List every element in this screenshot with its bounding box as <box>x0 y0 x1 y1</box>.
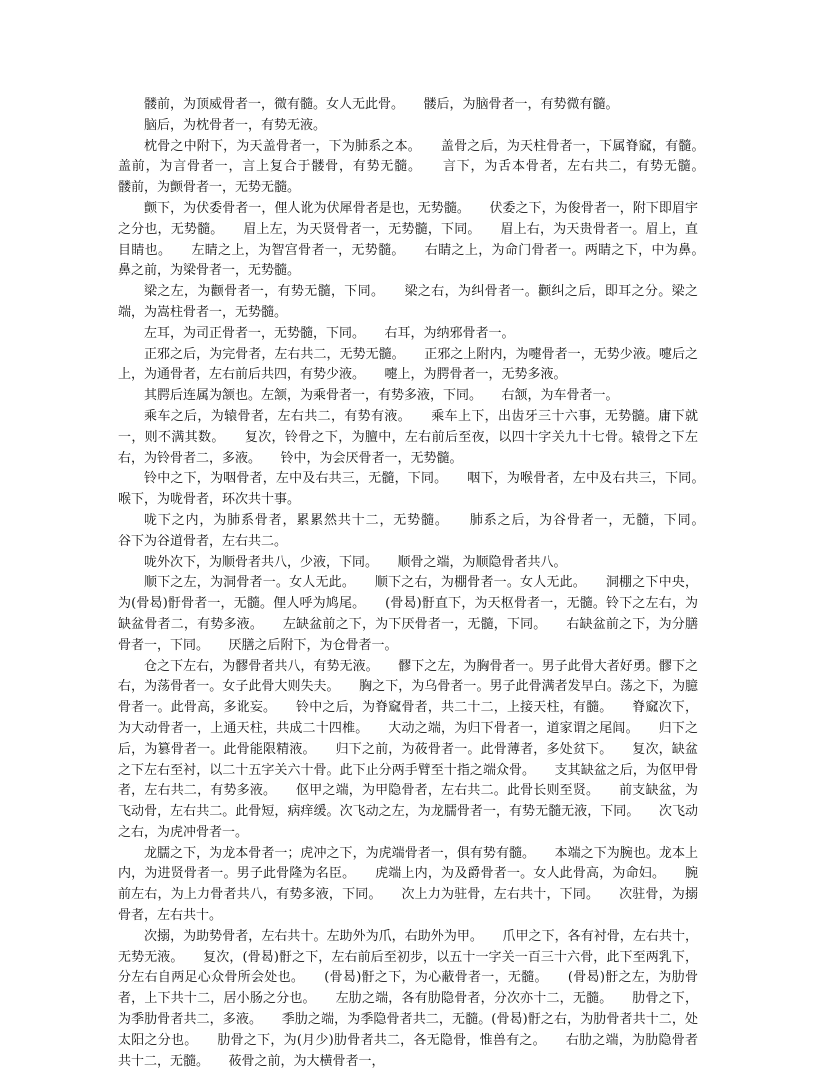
paragraph-6: 左耳，为司正骨者一，无势髓，下同。 右耳，为纳邪骨者一。 <box>144 325 515 341</box>
paragraph-11: 咙下之内，为肺系骨者，累累然共十二，无势髓。 肺系之后，为谷骨者一，无髓，下同。 谷下为谷道骨者，左右共二。 <box>118 512 725 549</box>
paragraph-16: 次搦，为助势骨者，左右共十。左助外为爪，右助外为甲。 爪甲之下，各有衬骨，左右共十，无势无液。 复次，(骨曷)骬之下，左右前后至初步，以五十一字关一百三十六骨，此下至两乳下，分左右自两足心众骨所会处也。 (骨曷)骬之下，为心蔽骨者一，无髓。 (骨曷)骬之左，为肋骨者，上下共十二，居小肠之分也。 左肋之端，各有肋隐骨者，分次亦十二，无髓。 肋骨之下，为季肋骨者共二，多液。 季肋之端，为季隐骨者共二，无髓。(骨曷)骬之右，为肋骨者共十二，处太阳之分也。 肋骨之下，为(月少)肋骨者共二，各无隐骨，惟兽有之。 右肋之端，为肋隐骨者共十二，无髓。 莜骨之前，为大横骨者一， <box>118 928 698 1069</box>
paragraph-1: 髅前，为顶威骨者一，微有髓。女人无此骨。 髅后，为脑骨者一，有势微有髓。 <box>144 97 619 112</box>
paragraph-7: 正邪之后，为完骨者，左右共二，无势无髓。 正邪之上附内，为嚏骨者一，无势少液。嚏后之上，为通骨者，左右前后共四，有势少液。 嚏上，为腭骨者一，无势多液。 <box>118 346 698 383</box>
paragraph-10: 铃中之下，为咽骨者，左中及右共三，无髓，下同。 咽下，为喉骨者，左中及右共三，下同。 喉下，为咙骨者，环次共十事。 <box>118 471 725 508</box>
paragraph-15: 龙臑之下，为龙本骨者一；虎冲之下，为虎端骨者一，俱有势有髓。 本端之下为腕也。龙本上内，为进贤骨者一。男子此骨隆为名臣。 虎端上内，为及爵骨者一。女人此骨高，为命妇。 腕前左右，为上力骨者共八，有势多液，下同。 次上力为驻骨，左右共十，下同。 次驻骨，为搦骨者，左右共十。 <box>118 845 698 924</box>
paragraph-2: 脑后，为枕骨者一，有势无液。 <box>144 117 327 133</box>
paragraph-8: 其腭后连属为颔也。左颔，为乘骨者一，有势多液，下同。 右颔，为车骨者一。 <box>144 388 619 404</box>
paragraph-12: 咙外次下，为顺骨者共八，少液，下同。 顺骨之端，为顺隐骨者共八。 <box>144 554 567 570</box>
paragraph-9: 乘车之后，为辕骨者，左右共二，有势有液。 乘车上下，出齿牙三十六事，无势髓。庸下就一，则不满其数。 复次，铃骨之下，为膻中，左右前后至夜，以四十字关九十七骨。辕骨之下左右，为铃骨者二，多液。 铃中，为会厌骨者一，无势髓。 <box>118 408 698 466</box>
paragraph-13: 顺下之左，为洞骨者一。女人无此。 顺下之右，为棚骨者一。女人无此。 洞棚之下中央，为(骨曷)骬骨者一，无髓。俚人呼为鸠尾。 (骨曷)骬直下，为天枢骨者一，无髓。铃下之左右，为缺盆骨者二，有势多液。 左缺盆前之下，为下厌骨者一，无髓，下同。 右缺盆前之下，为分膳骨者一，下同。 厌膳之后附下，为仓骨者一。 <box>118 575 698 653</box>
document-page <box>118 95 725 1072</box>
paragraph-3: 枕骨之中附下，为天盖骨者一，下为肺系之本。 盖骨之后，为天柱骨者一，下属脊窳，有髓。 盖前，为言骨者一，言上复合于髅骨，有势无髓。 言下，为舌本骨者，左右共二，有势无髓。 髅前，为颤骨者一，无势无髓。 <box>118 138 725 196</box>
paragraph-4: 颤下，为伏委骨者一，俚人讹为伏犀骨者是也，无势髓。 伏委之下，为俊骨者一，附下即眉宇之分也，无势髓。 眉上左，为天贤骨者一，无势髓，下同。 眉上右，为天贵骨者一。眉上，直目睛也。 左睛之上，为智宫骨者一，无势髓。 右睛之上，为命门骨者一。两睛之下，中为鼻。 鼻之前，为梁骨者一，无势髓。 <box>118 200 725 279</box>
paragraph-5: 梁之左，为颧骨者一，有势无髓，下同。 梁之右，为纠骨者一。颧纠之后，即耳之分。梁之端，为嵩柱骨者一，无势髓。 <box>118 284 698 320</box>
paragraph-14: 仓之下左右，为髎骨者共八，有势无液。 髎下之左，为胸骨者一。男子此骨大者好勇。髎下之右，为荡骨者一。女子此骨大则失夫。 胸之下，为乌骨者一。男子此骨满者发早白。荡之下，为臆骨者一。此骨高，多讹妄。 铃中之后，为脊窳骨者，共二十二，上接天柱，有髓。 脊窳次下，为大动骨者一，上通天柱，共成二十四椎。 大动之端，为归下骨者一，道家谓之尾闾。 归下之后，为篡骨者一。此骨能限精液。 归下之前，为莜骨者一。此骨薄者，多处贫下。 复次，缺盆之下左右至衬，以二十五字关六十骨。此下止分两手臂至十指之端众骨。 支其缺盆之后，为伛甲骨者，左右共二，有势多液。 伛甲之端，为甲隐骨者，左右共二。此骨长则至贤。 前支缺盆，为飞动骨，左右共二。此骨短，病痒缓。次飞动之左，为龙臑骨者一，有势无髓无液，下同。 次飞动之右，为虎冲骨者一。 <box>118 658 698 840</box>
